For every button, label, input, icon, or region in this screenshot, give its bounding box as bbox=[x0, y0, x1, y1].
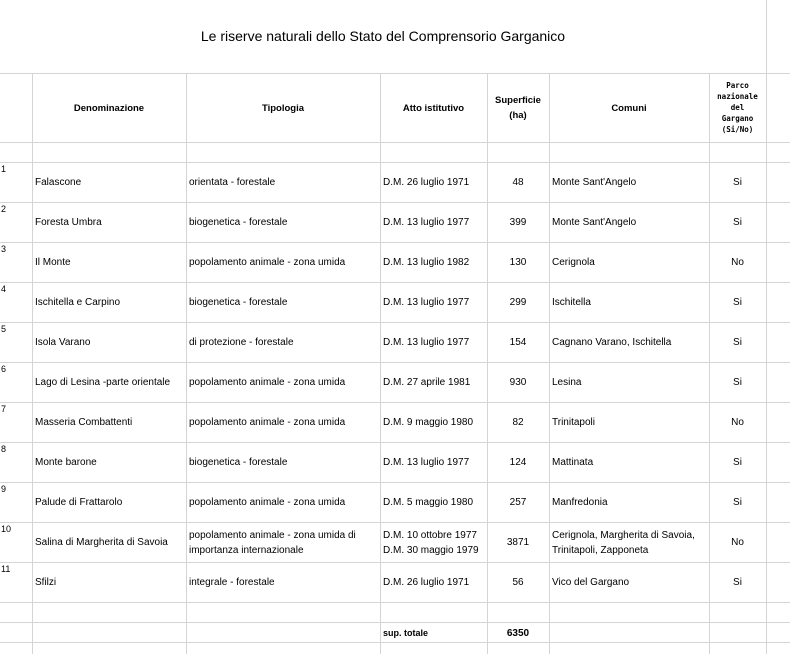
cell-comuni: Cerignola, Margherita di Savoia, bbox=[552, 530, 695, 541]
cell-tipologia: popolamento animale - zona umida bbox=[189, 377, 346, 388]
cell-denominazione: Monte barone bbox=[35, 457, 97, 468]
cell-denominazione: Foresta Umbra bbox=[35, 217, 102, 228]
cell-superficie: 3871 bbox=[506, 537, 530, 548]
row-number: 3 bbox=[1, 244, 7, 254]
cell-denominazione: Il Monte bbox=[35, 257, 71, 268]
cell-superficie: 82 bbox=[512, 417, 524, 428]
header-superficie: Superficie bbox=[495, 95, 541, 106]
cell-atto: D.M. 10 ottobre 1977 bbox=[383, 530, 477, 541]
row-number: 9 bbox=[1, 484, 7, 494]
cell-atto: D.M. 30 maggio 1979 bbox=[383, 545, 479, 556]
cell-denominazione: Salina di Margherita di Savoia bbox=[35, 537, 168, 548]
cell-atto: D.M. 26 luglio 1971 bbox=[383, 577, 470, 588]
cell-comuni: Ischitella bbox=[552, 297, 591, 308]
cell-parco: Si bbox=[733, 337, 742, 348]
grid-line bbox=[0, 642, 790, 643]
row-number: 2 bbox=[1, 204, 7, 214]
cell-atto: D.M. 13 luglio 1977 bbox=[383, 297, 470, 308]
cell-denominazione: Palude di Frattarolo bbox=[35, 497, 123, 508]
cell-comuni: Cerignola bbox=[552, 257, 595, 268]
cell-denominazione: Isola Varano bbox=[35, 337, 91, 348]
grid-line bbox=[186, 73, 187, 654]
cell-comuni: Monte Sant'Angelo bbox=[552, 217, 637, 228]
grid-line bbox=[0, 562, 790, 563]
cell-superficie: 930 bbox=[509, 377, 527, 388]
cell-superficie: 399 bbox=[509, 217, 527, 228]
cell-tipologia: popolamento animale - zona umida bbox=[189, 417, 346, 428]
cell-atto: D.M. 9 maggio 1980 bbox=[383, 417, 474, 428]
cell-denominazione: Ischitella e Carpino bbox=[35, 297, 121, 308]
cell-tipologia: importanza internazionale bbox=[189, 545, 304, 556]
cell-atto: D.M. 13 luglio 1982 bbox=[383, 257, 470, 268]
grid-line bbox=[0, 162, 790, 163]
total-value: 6350 bbox=[506, 628, 530, 639]
cell-comuni: Mattinata bbox=[552, 457, 594, 468]
total-label: sup. totale bbox=[383, 628, 429, 638]
cell-atto: D.M. 27 aprile 1981 bbox=[383, 377, 471, 388]
row-number: 8 bbox=[1, 444, 7, 454]
cell-comuni: Cagnano Varano, Ischitella bbox=[552, 337, 672, 348]
header-superficie-unit: (ha) bbox=[509, 110, 527, 121]
grid-line bbox=[0, 362, 790, 363]
grid-line bbox=[0, 402, 790, 403]
row-number: 6 bbox=[1, 364, 7, 374]
grid-line bbox=[0, 202, 790, 203]
grid-line bbox=[0, 482, 790, 483]
cell-atto: D.M. 13 luglio 1977 bbox=[383, 217, 470, 228]
cell-parco: Si bbox=[733, 377, 742, 388]
header-parco: (Si/No) bbox=[721, 125, 754, 134]
header-parco: Parco bbox=[726, 81, 749, 90]
cell-superficie: 130 bbox=[509, 257, 527, 268]
cell-tipologia: biogenetica - forestale bbox=[189, 217, 288, 228]
row-number: 1 bbox=[1, 164, 7, 174]
grid-line bbox=[0, 442, 790, 443]
cell-comuni: Manfredonia bbox=[552, 497, 608, 508]
grid-line bbox=[709, 73, 710, 654]
cell-tipologia: biogenetica - forestale bbox=[189, 297, 288, 308]
cell-parco: Si bbox=[733, 497, 742, 508]
grid-line bbox=[487, 73, 488, 654]
cell-superficie: 124 bbox=[509, 457, 527, 468]
row-number: 11 bbox=[1, 564, 11, 574]
grid-line bbox=[766, 0, 767, 654]
header-parco: nazionale bbox=[717, 92, 758, 101]
cell-denominazione: Lago di Lesina -parte orientale bbox=[35, 377, 171, 388]
cell-denominazione: Masseria Combattenti bbox=[35, 417, 133, 428]
grid-line bbox=[0, 282, 790, 283]
grid-line bbox=[0, 602, 790, 603]
cell-tipologia: popolamento animale - zona umida bbox=[189, 497, 346, 508]
cell-parco: Si bbox=[733, 297, 742, 308]
cell-tipologia: popolamento animale - zona umida bbox=[189, 257, 346, 268]
cell-comuni: Lesina bbox=[552, 377, 582, 388]
grid-line bbox=[0, 322, 790, 323]
grid-line bbox=[0, 242, 790, 243]
cell-comuni: Monte Sant'Angelo bbox=[552, 177, 637, 188]
cell-superficie: 299 bbox=[509, 297, 527, 308]
cell-tipologia: orientata - forestale bbox=[189, 177, 276, 188]
cell-superficie: 56 bbox=[512, 577, 524, 588]
row-number: 5 bbox=[1, 324, 7, 334]
header-parco: Gargano bbox=[721, 114, 754, 123]
cell-parco: Si bbox=[733, 217, 742, 228]
cell-superficie: 257 bbox=[509, 497, 527, 508]
row-number: 7 bbox=[1, 404, 7, 414]
cell-parco: Si bbox=[733, 177, 742, 188]
cell-tipologia: biogenetica - forestale bbox=[189, 457, 288, 468]
header-parco: del bbox=[730, 103, 745, 112]
cell-parco: No bbox=[731, 417, 744, 428]
cell-superficie: 48 bbox=[512, 177, 524, 188]
cell-comuni: Vico del Gargano bbox=[552, 577, 630, 588]
row-number: 4 bbox=[1, 284, 7, 294]
cell-parco: No bbox=[731, 257, 744, 268]
header-atto-istitutivo: Atto istitutivo bbox=[402, 103, 465, 114]
grid-line bbox=[0, 73, 790, 74]
grid-line bbox=[0, 622, 790, 623]
cell-parco: Si bbox=[733, 577, 742, 588]
header-tipologia: Tipologia bbox=[261, 103, 305, 114]
header-comuni: Comuni bbox=[611, 103, 647, 114]
cell-comuni: Trinitapoli, Zapponeta bbox=[552, 545, 649, 556]
cell-comuni: Trinitapoli bbox=[552, 417, 595, 428]
sheet-title: Le riserve naturali dello Stato del Comprensorio Garganico bbox=[200, 28, 566, 44]
cell-atto: D.M. 13 luglio 1977 bbox=[383, 457, 470, 468]
cell-denominazione: Falascone bbox=[35, 177, 82, 188]
cell-atto: D.M. 13 luglio 1977 bbox=[383, 337, 470, 348]
grid-line bbox=[32, 73, 33, 654]
cell-parco: No bbox=[731, 537, 744, 548]
cell-atto: D.M. 5 maggio 1980 bbox=[383, 497, 474, 508]
cell-atto: D.M. 26 luglio 1971 bbox=[383, 177, 470, 188]
cell-tipologia: popolamento animale - zona umida di bbox=[189, 530, 356, 541]
cell-denominazione: Sfilzi bbox=[35, 577, 57, 588]
grid-line bbox=[549, 73, 550, 654]
cell-superficie: 154 bbox=[509, 337, 527, 348]
header-denominazione: Denominazione bbox=[73, 103, 145, 114]
cell-tipologia: integrale - forestale bbox=[189, 577, 275, 588]
row-number: 10 bbox=[1, 524, 12, 534]
grid-line bbox=[0, 142, 790, 143]
cell-parco: Si bbox=[733, 457, 742, 468]
cell-tipologia: di protezione - forestale bbox=[189, 337, 294, 348]
grid-line bbox=[380, 73, 381, 654]
grid-line bbox=[0, 522, 790, 523]
